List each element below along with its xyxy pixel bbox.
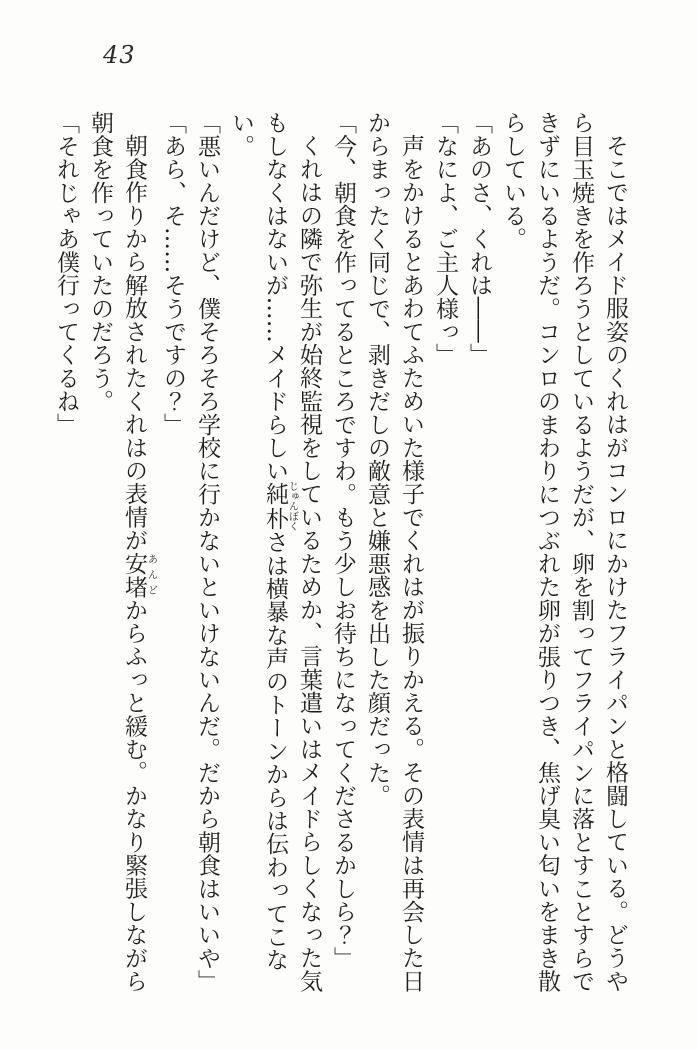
paragraph: 「今、朝食を作ってるところですわ。もう少しお待ちになってくださるかしら？」: [330, 111, 356, 970]
paragraph: そこではメイド服姿のくれはがコンロにかけたフライパンと格闘している。どうやら目玉焼きを作ろうとしているようだが、卵を割ってフライパンに落とすことすらできずにいるようだ。コンロのまわりにつぶれた卵が張りつき、焦げ臭い匂いをまき散らしている。: [500, 111, 628, 993]
paragraph: 「悪いんだけど、僕そろそろ学校に行かないといけないんだ。だから朝食はいいや」: [194, 111, 220, 993]
paragraph: 「それじゃあ僕行ってくるね」: [53, 111, 79, 436]
paragraph: 朝食作りから解放されたくれはの表情が安堵あんどからふっと緩む。かなり緊張しながら朝食を作っていたのだろう。: [87, 111, 157, 993]
paragraph: 「なによ、ご主人様っ」: [432, 111, 458, 367]
page-number: 43: [103, 41, 136, 69]
ruby-annotated-word: 純朴じゅんぼく: [262, 481, 298, 532]
paragraph: 「あら、そ……そうですの？」: [160, 111, 186, 436]
paragraph: くれはの隣で弥生が始終監視をしているためか、言葉遣いはメイドらしくなった気もしなくはないが……メイドらしい純朴じゅんぼくさは横暴な声のトーンからは伝わってこない。: [228, 111, 322, 993]
vertical-text-body: [49, 111, 632, 1014]
paragraph: 「あのさ、くれは――」: [466, 111, 492, 367]
paragraph: 声をかけるとあわてふためいた様子でくれはが振りかえる。その表情は再会した日からまったく同じで、剥きだしの敵意と嫌悪感を出した顔だった。: [364, 111, 424, 993]
ruby-annotated-word: 安堵あんど: [121, 551, 157, 599]
